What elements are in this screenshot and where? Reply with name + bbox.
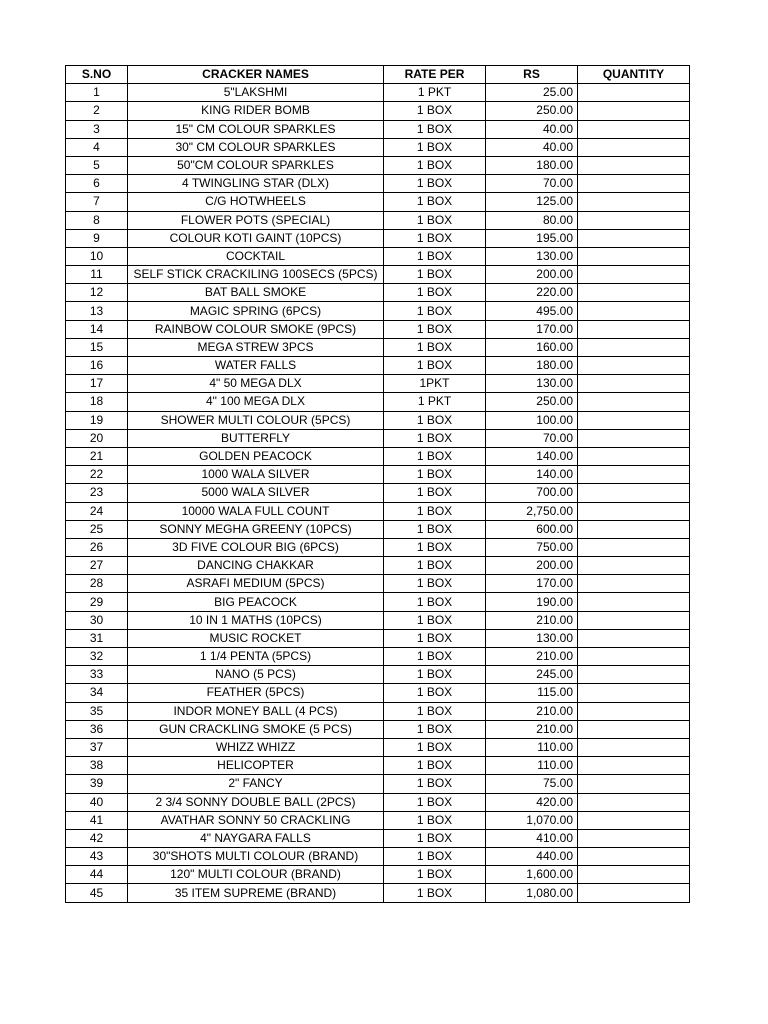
table-row <box>66 775 690 793</box>
row-rate-cell: 1 BOX <box>384 502 486 520</box>
row-quantity-cell <box>578 247 690 265</box>
table-row <box>66 684 690 702</box>
row-quantity-cell <box>578 557 690 575</box>
row-sno-cell: 12 <box>66 284 128 302</box>
row-quantity-cell <box>578 866 690 884</box>
row-rs-cell: 70.00 <box>486 429 578 447</box>
row-rate-cell: 1 BOX <box>384 829 486 847</box>
row-rate-cell: 1 BOX <box>384 884 486 902</box>
header-row <box>66 66 690 84</box>
header-cracker-names: CRACKER NAMES <box>128 66 384 84</box>
header-sno: S.NO <box>66 66 128 84</box>
row-quantity-cell <box>578 538 690 556</box>
row-rate-cell: 1 BOX <box>384 648 486 666</box>
table-row <box>66 593 690 611</box>
row-sno-cell: 21 <box>66 447 128 465</box>
row-quantity-cell <box>578 593 690 611</box>
row-quantity-cell <box>578 375 690 393</box>
row-name-cell: SONNY MEGHA GREENY (10PCS) <box>128 520 384 538</box>
row-rs-cell: 200.00 <box>486 557 578 575</box>
table-row <box>66 156 690 174</box>
row-sno-cell: 20 <box>66 429 128 447</box>
row-rs-cell: 2,750.00 <box>486 502 578 520</box>
row-rate-cell: 1 BOX <box>384 175 486 193</box>
row-rate-cell: 1 BOX <box>384 211 486 229</box>
row-rs-cell: 180.00 <box>486 156 578 174</box>
row-name-cell: 5"LAKSHMI <box>128 84 384 102</box>
row-sno-cell: 3 <box>66 120 128 138</box>
table-row <box>66 666 690 684</box>
row-sno-cell: 28 <box>66 575 128 593</box>
table-row <box>66 738 690 756</box>
row-sno-cell: 43 <box>66 848 128 866</box>
row-name-cell: 10 IN 1 MATHS (10PCS) <box>128 611 384 629</box>
table-row <box>66 720 690 738</box>
row-rs-cell: 210.00 <box>486 720 578 738</box>
table-row <box>66 375 690 393</box>
row-sno-cell: 5 <box>66 156 128 174</box>
row-sno-cell: 18 <box>66 393 128 411</box>
row-name-cell: MEGA STREW 3PCS <box>128 338 384 356</box>
row-sno-cell: 16 <box>66 357 128 375</box>
row-rs-cell: 110.00 <box>486 738 578 756</box>
row-sno-cell: 40 <box>66 793 128 811</box>
row-sno-cell: 14 <box>66 320 128 338</box>
table-row <box>66 793 690 811</box>
row-rs-cell: 245.00 <box>486 666 578 684</box>
row-sno-cell: 26 <box>66 538 128 556</box>
row-rate-cell: 1 BOX <box>384 320 486 338</box>
table-row <box>66 484 690 502</box>
table-row <box>66 811 690 829</box>
row-rs-cell: 210.00 <box>486 702 578 720</box>
header-quantity: QUANTITY <box>578 66 690 84</box>
row-name-cell: GUN CRACKLING SMOKE (5 PCS) <box>128 720 384 738</box>
row-rate-cell: 1 BOX <box>384 757 486 775</box>
row-name-cell: FLOWER POTS (SPECIAL) <box>128 211 384 229</box>
row-quantity-cell <box>578 811 690 829</box>
row-quantity-cell <box>578 684 690 702</box>
row-rate-cell: 1 BOX <box>384 102 486 120</box>
row-rate-cell: 1 PKT <box>384 84 486 102</box>
table-row <box>66 447 690 465</box>
row-rate-cell: 1 BOX <box>384 593 486 611</box>
row-quantity-cell <box>578 648 690 666</box>
row-rs-cell: 170.00 <box>486 320 578 338</box>
row-sno-cell: 31 <box>66 629 128 647</box>
row-rs-cell: 220.00 <box>486 284 578 302</box>
row-quantity-cell <box>578 411 690 429</box>
table-row <box>66 884 690 902</box>
table-row <box>66 229 690 247</box>
row-sno-cell: 11 <box>66 266 128 284</box>
row-rs-cell: 410.00 <box>486 829 578 847</box>
row-rs-cell: 115.00 <box>486 684 578 702</box>
row-rate-cell: 1PKT <box>384 375 486 393</box>
row-rs-cell: 100.00 <box>486 411 578 429</box>
table-row <box>66 557 690 575</box>
row-sno-cell: 19 <box>66 411 128 429</box>
row-rs-cell: 130.00 <box>486 629 578 647</box>
row-rate-cell: 1 BOX <box>384 156 486 174</box>
row-quantity-cell <box>578 611 690 629</box>
row-name-cell: 2 3/4 SONNY DOUBLE BALL (2PCS) <box>128 793 384 811</box>
row-rs-cell: 75.00 <box>486 775 578 793</box>
row-rs-cell: 195.00 <box>486 229 578 247</box>
row-name-cell: 4" NAYGARA FALLS <box>128 829 384 847</box>
row-sno-cell: 7 <box>66 193 128 211</box>
row-name-cell: COLOUR KOTI GAINT (10PCS) <box>128 229 384 247</box>
row-quantity-cell <box>578 102 690 120</box>
row-rs-cell: 1,600.00 <box>486 866 578 884</box>
row-quantity-cell <box>578 720 690 738</box>
table-row <box>66 848 690 866</box>
row-name-cell: WATER FALLS <box>128 357 384 375</box>
row-rate-cell: 1 BOX <box>384 411 486 429</box>
row-quantity-cell <box>578 466 690 484</box>
row-name-cell: DANCING CHAKKAR <box>128 557 384 575</box>
header-rs: RS <box>486 66 578 84</box>
table-row <box>66 502 690 520</box>
row-sno-cell: 45 <box>66 884 128 902</box>
row-sno-cell: 2 <box>66 102 128 120</box>
row-sno-cell: 9 <box>66 229 128 247</box>
row-name-cell: 4 TWINGLING STAR (DLX) <box>128 175 384 193</box>
row-quantity-cell <box>578 211 690 229</box>
row-quantity-cell <box>578 175 690 193</box>
table-row <box>66 211 690 229</box>
row-sno-cell: 35 <box>66 702 128 720</box>
row-rs-cell: 750.00 <box>486 538 578 556</box>
row-rate-cell: 1 BOX <box>384 720 486 738</box>
row-quantity-cell <box>578 702 690 720</box>
row-name-cell: BAT BALL SMOKE <box>128 284 384 302</box>
row-name-cell: HELICOPTER <box>128 757 384 775</box>
row-sno-cell: 25 <box>66 520 128 538</box>
table-row <box>66 866 690 884</box>
table-row <box>66 320 690 338</box>
row-rs-cell: 40.00 <box>486 120 578 138</box>
row-rs-cell: 130.00 <box>486 375 578 393</box>
row-quantity-cell <box>578 156 690 174</box>
row-quantity-cell <box>578 320 690 338</box>
row-name-cell: MUSIC ROCKET <box>128 629 384 647</box>
row-rs-cell: 250.00 <box>486 102 578 120</box>
row-rate-cell: 1 BOX <box>384 229 486 247</box>
table-row <box>66 611 690 629</box>
row-rate-cell: 1 BOX <box>384 447 486 465</box>
table-row <box>66 357 690 375</box>
row-name-cell: 15" CM COLOUR SPARKLES <box>128 120 384 138</box>
row-rate-cell: 1 BOX <box>384 284 486 302</box>
row-name-cell: C/G HOTWHEELS <box>128 193 384 211</box>
row-rs-cell: 600.00 <box>486 520 578 538</box>
row-rate-cell: 1 BOX <box>384 520 486 538</box>
table-row <box>66 266 690 284</box>
row-quantity-cell <box>578 575 690 593</box>
row-name-cell: 120" MULTI COLOUR (BRAND) <box>128 866 384 884</box>
row-name-cell: 4" 50 MEGA DLX <box>128 375 384 393</box>
table-row <box>66 302 690 320</box>
row-rate-cell: 1 PKT <box>384 393 486 411</box>
row-rs-cell: 25.00 <box>486 84 578 102</box>
row-quantity-cell <box>578 120 690 138</box>
row-rs-cell: 1,070.00 <box>486 811 578 829</box>
row-rate-cell: 1 BOX <box>384 557 486 575</box>
row-rate-cell: 1 BOX <box>384 575 486 593</box>
row-sno-cell: 6 <box>66 175 128 193</box>
row-rate-cell: 1 BOX <box>384 247 486 265</box>
row-rs-cell: 80.00 <box>486 211 578 229</box>
row-name-cell: COCKTAIL <box>128 247 384 265</box>
row-sno-cell: 27 <box>66 557 128 575</box>
row-name-cell: 30" CM COLOUR SPARKLES <box>128 138 384 156</box>
row-name-cell: GOLDEN PEACOCK <box>128 447 384 465</box>
table-row <box>66 84 690 102</box>
row-quantity-cell <box>578 848 690 866</box>
row-rate-cell: 1 BOX <box>384 193 486 211</box>
row-quantity-cell <box>578 793 690 811</box>
row-quantity-cell <box>578 357 690 375</box>
row-rate-cell: 1 BOX <box>384 866 486 884</box>
row-rate-cell: 1 BOX <box>384 848 486 866</box>
row-rs-cell: 170.00 <box>486 575 578 593</box>
table-row <box>66 247 690 265</box>
row-sno-cell: 32 <box>66 648 128 666</box>
row-name-cell: AVATHAR SONNY 50 CRACKLING <box>128 811 384 829</box>
row-rate-cell: 1 BOX <box>384 702 486 720</box>
row-rs-cell: 110.00 <box>486 757 578 775</box>
row-quantity-cell <box>578 284 690 302</box>
table-row <box>66 575 690 593</box>
table-row <box>66 138 690 156</box>
row-quantity-cell <box>578 666 690 684</box>
row-quantity-cell <box>578 84 690 102</box>
row-rs-cell: 70.00 <box>486 175 578 193</box>
row-rs-cell: 140.00 <box>486 466 578 484</box>
row-rs-cell: 40.00 <box>486 138 578 156</box>
row-sno-cell: 24 <box>66 502 128 520</box>
table-row <box>66 102 690 120</box>
table-row <box>66 466 690 484</box>
table-row <box>66 338 690 356</box>
table-row <box>66 520 690 538</box>
row-sno-cell: 36 <box>66 720 128 738</box>
row-quantity-cell <box>578 757 690 775</box>
row-rate-cell: 1 BOX <box>384 120 486 138</box>
row-quantity-cell <box>578 266 690 284</box>
table-row <box>66 120 690 138</box>
row-rate-cell: 1 BOX <box>384 338 486 356</box>
row-rate-cell: 1 BOX <box>384 538 486 556</box>
row-sno-cell: 29 <box>66 593 128 611</box>
row-rate-cell: 1 BOX <box>384 811 486 829</box>
row-name-cell: MAGIC SPRING (6PCS) <box>128 302 384 320</box>
row-sno-cell: 38 <box>66 757 128 775</box>
table-row <box>66 629 690 647</box>
row-quantity-cell <box>578 229 690 247</box>
row-rate-cell: 1 BOX <box>384 738 486 756</box>
table-row <box>66 193 690 211</box>
table-row <box>66 538 690 556</box>
row-name-cell: BIG PEACOCK <box>128 593 384 611</box>
price-list-table <box>65 65 690 903</box>
row-name-cell: 10000 WALA FULL COUNT <box>128 502 384 520</box>
row-quantity-cell <box>578 393 690 411</box>
row-rs-cell: 160.00 <box>486 338 578 356</box>
row-name-cell: BUTTERFLY <box>128 429 384 447</box>
row-name-cell: NANO (5 PCS) <box>128 666 384 684</box>
row-sno-cell: 1 <box>66 84 128 102</box>
row-rs-cell: 420.00 <box>486 793 578 811</box>
table-row <box>66 829 690 847</box>
row-rs-cell: 130.00 <box>486 247 578 265</box>
table-row <box>66 702 690 720</box>
row-quantity-cell <box>578 429 690 447</box>
row-sno-cell: 23 <box>66 484 128 502</box>
row-sno-cell: 17 <box>66 375 128 393</box>
row-rs-cell: 495.00 <box>486 302 578 320</box>
row-name-cell: KING RIDER BOMB <box>128 102 384 120</box>
row-sno-cell: 33 <box>66 666 128 684</box>
row-quantity-cell <box>578 502 690 520</box>
row-rs-cell: 125.00 <box>486 193 578 211</box>
table-row <box>66 411 690 429</box>
row-quantity-cell <box>578 520 690 538</box>
row-rs-cell: 700.00 <box>486 484 578 502</box>
row-name-cell: 1 1/4 PENTA (5PCS) <box>128 648 384 666</box>
header-rate-per: RATE PER <box>384 66 486 84</box>
row-quantity-cell <box>578 738 690 756</box>
row-sno-cell: 37 <box>66 738 128 756</box>
row-sno-cell: 8 <box>66 211 128 229</box>
row-rs-cell: 1,080.00 <box>486 884 578 902</box>
row-sno-cell: 39 <box>66 775 128 793</box>
row-rate-cell: 1 BOX <box>384 666 486 684</box>
row-name-cell: INDOR MONEY BALL (4 PCS) <box>128 702 384 720</box>
row-name-cell: 30"SHOTS MULTI COLOUR (BRAND) <box>128 848 384 866</box>
row-quantity-cell <box>578 884 690 902</box>
row-rate-cell: 1 BOX <box>384 138 486 156</box>
row-sno-cell: 4 <box>66 138 128 156</box>
row-rate-cell: 1 BOX <box>384 611 486 629</box>
row-quantity-cell <box>578 829 690 847</box>
row-rs-cell: 210.00 <box>486 648 578 666</box>
table-row <box>66 175 690 193</box>
row-rate-cell: 1 BOX <box>384 466 486 484</box>
row-quantity-cell <box>578 775 690 793</box>
row-name-cell: ASRAFI MEDIUM (5PCS) <box>128 575 384 593</box>
row-name-cell: 1000 WALA SILVER <box>128 466 384 484</box>
row-rate-cell: 1 BOX <box>384 266 486 284</box>
row-rs-cell: 180.00 <box>486 357 578 375</box>
row-name-cell: 3D FIVE COLOUR BIG (6PCS) <box>128 538 384 556</box>
row-name-cell: SHOWER MULTI COLOUR (5PCS) <box>128 411 384 429</box>
row-rs-cell: 190.00 <box>486 593 578 611</box>
row-sno-cell: 42 <box>66 829 128 847</box>
row-rate-cell: 1 BOX <box>384 775 486 793</box>
row-name-cell: WHIZZ WHIZZ <box>128 738 384 756</box>
table-row <box>66 429 690 447</box>
row-quantity-cell <box>578 629 690 647</box>
table-row <box>66 284 690 302</box>
row-rate-cell: 1 BOX <box>384 357 486 375</box>
row-name-cell: 5000 WALA SILVER <box>128 484 384 502</box>
row-rate-cell: 1 BOX <box>384 484 486 502</box>
table-row <box>66 757 690 775</box>
row-sno-cell: 15 <box>66 338 128 356</box>
row-name-cell: 50"CM COLOUR SPARKLES <box>128 156 384 174</box>
row-rate-cell: 1 BOX <box>384 302 486 320</box>
row-quantity-cell <box>578 484 690 502</box>
row-name-cell: 4" 100 MEGA DLX <box>128 393 384 411</box>
row-quantity-cell <box>578 302 690 320</box>
row-sno-cell: 22 <box>66 466 128 484</box>
row-quantity-cell <box>578 338 690 356</box>
row-quantity-cell <box>578 193 690 211</box>
table-body <box>66 84 690 902</box>
row-rs-cell: 200.00 <box>486 266 578 284</box>
row-name-cell: 2" FANCY <box>128 775 384 793</box>
row-name-cell: FEATHER (5PCS) <box>128 684 384 702</box>
row-rate-cell: 1 BOX <box>384 629 486 647</box>
row-name-cell: SELF STICK CRACKILING 100SECS (5PCS) <box>128 266 384 284</box>
row-rs-cell: 140.00 <box>486 447 578 465</box>
row-quantity-cell <box>578 138 690 156</box>
table-row <box>66 648 690 666</box>
row-sno-cell: 13 <box>66 302 128 320</box>
row-sno-cell: 10 <box>66 247 128 265</box>
row-rate-cell: 1 BOX <box>384 684 486 702</box>
row-rate-cell: 1 BOX <box>384 793 486 811</box>
row-name-cell: RAINBOW COLOUR SMOKE (9PCS) <box>128 320 384 338</box>
row-sno-cell: 41 <box>66 811 128 829</box>
table-row <box>66 393 690 411</box>
table-header <box>66 66 690 84</box>
row-rs-cell: 210.00 <box>486 611 578 629</box>
row-name-cell: 35 ITEM SUPREME (BRAND) <box>128 884 384 902</box>
row-sno-cell: 44 <box>66 866 128 884</box>
row-sno-cell: 30 <box>66 611 128 629</box>
row-rate-cell: 1 BOX <box>384 429 486 447</box>
row-rs-cell: 250.00 <box>486 393 578 411</box>
row-quantity-cell <box>578 447 690 465</box>
row-rs-cell: 440.00 <box>486 848 578 866</box>
row-sno-cell: 34 <box>66 684 128 702</box>
